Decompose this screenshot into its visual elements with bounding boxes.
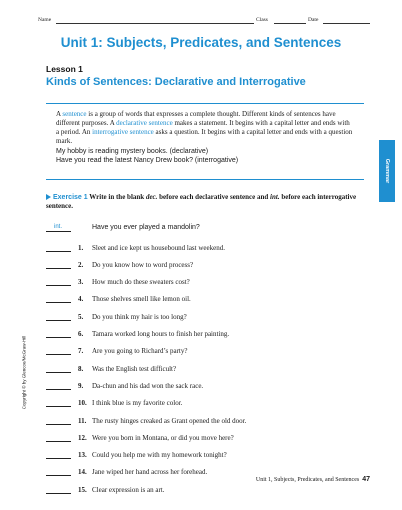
answer-blank[interactable] — [46, 389, 71, 390]
lesson-subtitle: Kinds of Sentences: Declarative and Interrogative — [46, 76, 306, 88]
answer-blank[interactable] — [46, 424, 71, 425]
example-answer: int. — [54, 224, 63, 230]
list-item — [46, 346, 366, 356]
grammar-side-tab — [379, 140, 395, 202]
item-text: Was the English test difficult? — [92, 364, 177, 373]
name-field[interactable] — [56, 23, 254, 24]
item-number: 8. — [78, 364, 84, 373]
class-label: Class — [256, 17, 268, 23]
answer-blank[interactable] — [46, 302, 71, 303]
side-tab-label: Grammar — [384, 158, 390, 184]
name-label: Name — [38, 17, 52, 23]
list-item — [46, 398, 366, 408]
list-item — [46, 416, 366, 426]
example-declarative: My hobby is reading mystery books. (declarative) — [56, 148, 209, 155]
item-number: 2. — [78, 260, 84, 269]
item-text: Have you ever played a mandolin? — [92, 224, 200, 231]
list-item — [46, 381, 366, 391]
list-item — [46, 260, 366, 270]
item-number: 12. — [78, 433, 87, 442]
list-item — [46, 329, 366, 339]
footer-text: Unit 1, Subjects, Predicates, and Sentences — [255, 477, 360, 483]
list-item — [46, 450, 366, 460]
item-text: I think blue is my favorite color. — [92, 399, 183, 408]
item-text: Do you know how to word process? — [92, 260, 194, 269]
answer-blank[interactable] — [46, 475, 71, 476]
term-interrogative: interrogative sentence — [92, 128, 154, 136]
page-number: 47 — [362, 476, 370, 483]
item-text: Were you born in Montana, or did you move here? — [92, 433, 234, 442]
date-label: Date — [308, 17, 319, 23]
exercise-label: Exercise 1 — [53, 194, 88, 201]
item-text: Da-chun and his dad won the sack race. — [92, 381, 204, 390]
item-text: Are you going to Richard’s party? — [92, 347, 188, 356]
item-text: Could you help me with my homework tonight? — [92, 451, 227, 460]
example-item — [46, 223, 366, 233]
example-interrogative: Have you read the latest Nancy Drew book? (interrogative) — [56, 157, 239, 164]
answer-blank[interactable] — [46, 406, 71, 407]
item-number: 6. — [78, 330, 84, 338]
page-title: Unit 1: Subjects, Predicates, and Sentences — [60, 35, 342, 50]
item-text: Tamara worked long hours to finish her painting. — [92, 330, 230, 338]
item-number: 13. — [78, 451, 87, 460]
term-declarative: declarative sentence — [116, 119, 173, 127]
answer-blank[interactable] — [46, 354, 71, 355]
list-item — [46, 294, 366, 304]
answer-blank[interactable] — [46, 285, 71, 286]
item-number: 1. — [78, 243, 84, 252]
item-text: Do you think my hair is too long? — [92, 312, 187, 321]
list-item — [46, 485, 366, 495]
header-name-class-date — [38, 17, 370, 29]
item-text: Clear expression is an art. — [92, 485, 165, 494]
answer-blank[interactable] — [46, 372, 71, 373]
item-number: 9. — [78, 381, 84, 390]
class-field[interactable] — [274, 23, 306, 24]
item-text: Sleet and ice kept us housebound last weekend. — [92, 243, 225, 252]
copyright-notice: Copyright © by Glencoe/McGraw-Hill — [21, 335, 27, 409]
item-text: The rusty hinges creaked as Grant opened the old door. — [92, 416, 247, 425]
definition-paragraph: A sentence is a group of words that expresses a complete thought. Different kinds of sentences have different purposes. A declarative sentence makes a statement. It begins with a capital letter and ends with a period. An interrogative sentence asks a question. It begins with a capital letter and ends with a question mark. — [56, 110, 353, 145]
item-number: 15. — [78, 485, 87, 494]
item-number: 3. — [78, 278, 84, 287]
item-text: How much do these sweaters cost? — [92, 278, 190, 287]
item-number: 14. — [78, 468, 87, 477]
page-footer — [256, 476, 370, 483]
item-number: 11. — [78, 416, 87, 425]
item-number: 4. — [78, 295, 84, 304]
list-item — [46, 312, 366, 322]
answer-blank[interactable] — [46, 268, 71, 269]
answer-blank[interactable] — [46, 320, 71, 321]
answer-blank[interactable] — [46, 493, 71, 494]
item-number: 10. — [78, 399, 87, 408]
list-item — [46, 243, 366, 253]
term-sentence: sentence — [62, 110, 87, 118]
answer-blank[interactable] — [46, 441, 71, 442]
item-text: Those shelves smell like lemon oil. — [92, 295, 191, 304]
date-field[interactable] — [323, 23, 370, 24]
item-text: Jane wiped her hand across her forehead. — [92, 468, 208, 477]
triangle-bullet-icon — [46, 194, 51, 200]
list-item — [46, 364, 366, 374]
lesson-label: Lesson 1 — [46, 64, 83, 74]
item-number: 5. — [78, 312, 84, 321]
answer-blank[interactable] — [46, 251, 71, 252]
item-number: 7. — [78, 347, 84, 356]
list-item — [46, 433, 366, 443]
list-item — [46, 277, 366, 287]
info-box — [46, 103, 364, 180]
answer-blank[interactable] — [46, 337, 71, 338]
exercise-instructions: Exercise 1 Write in the blank dec. before each declarative sentence and int. before each interrogative sentence. — [46, 193, 357, 210]
answer-blank[interactable] — [46, 458, 71, 459]
